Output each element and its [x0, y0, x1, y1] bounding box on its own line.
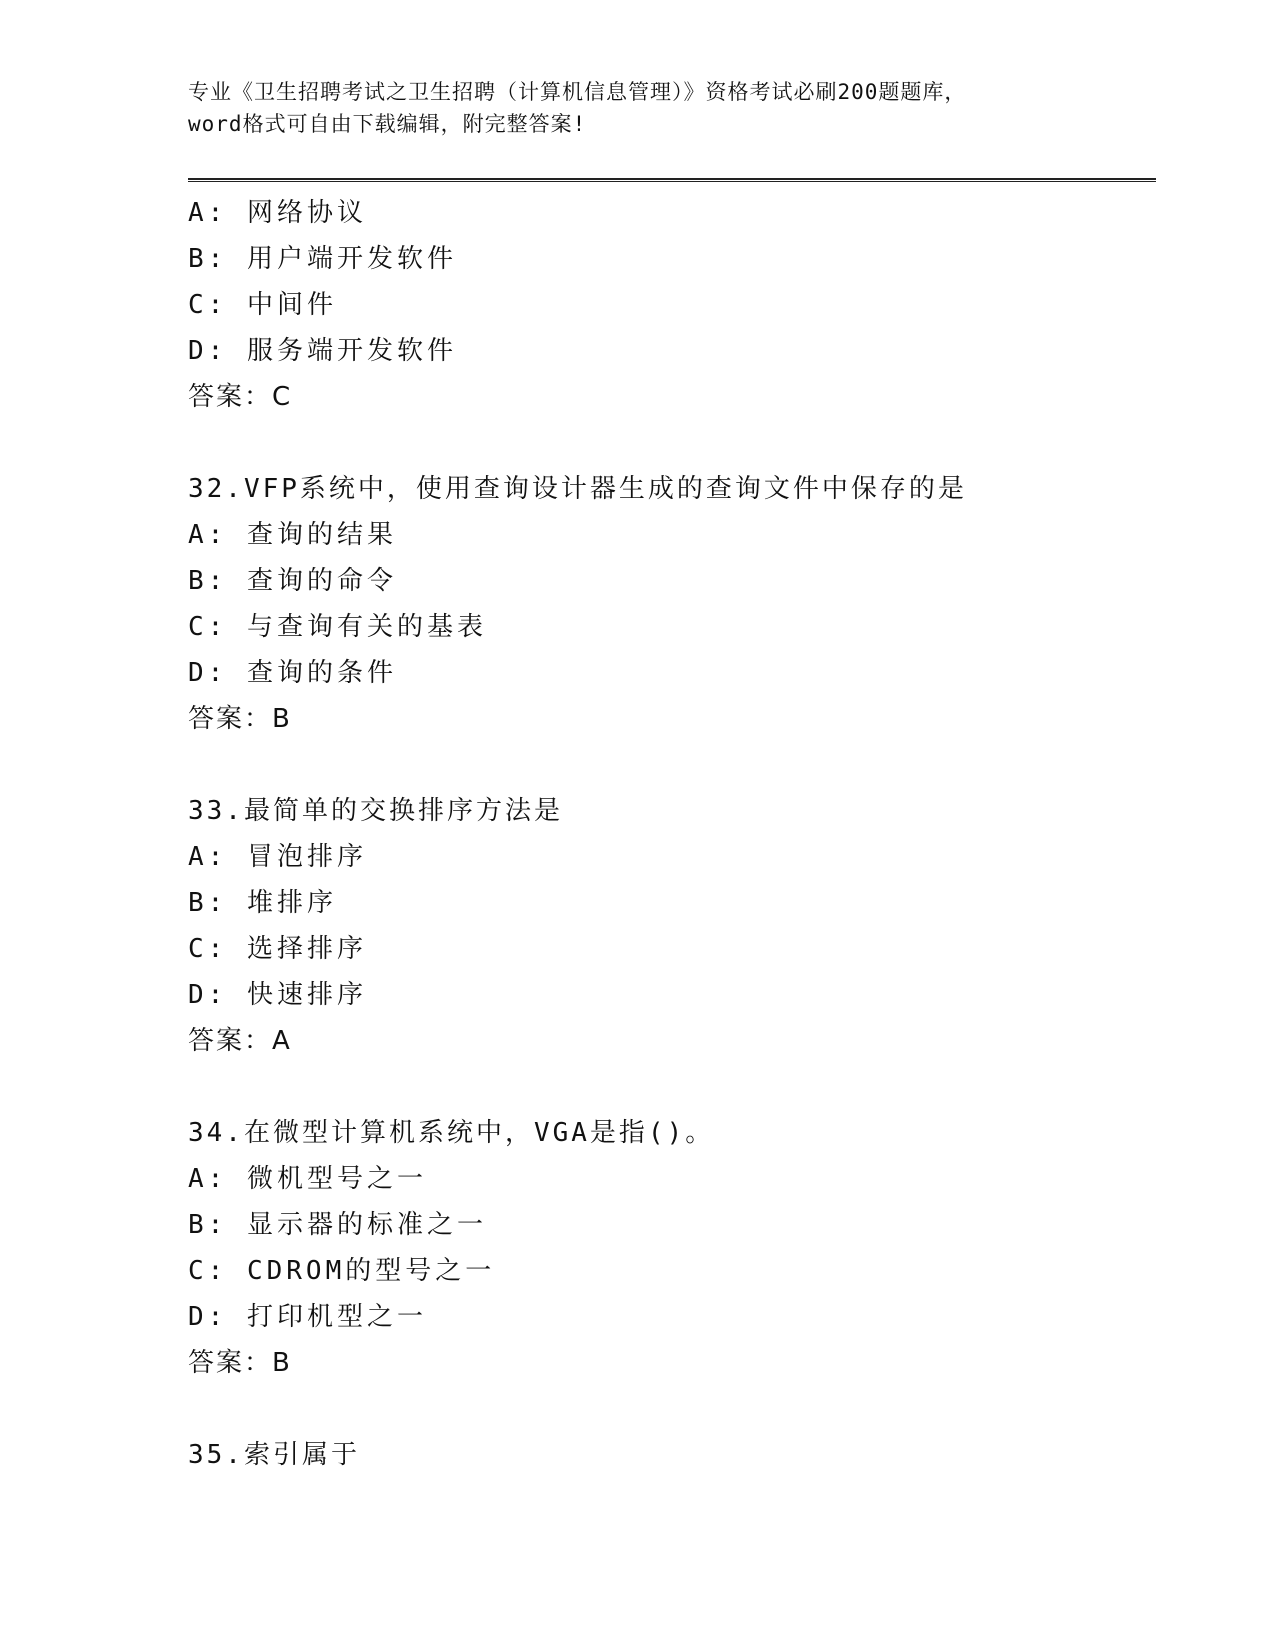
question-block-34: [188, 1110, 1156, 1386]
option-c: C: CDROM的型号之一: [188, 1256, 496, 1286]
question-text: 34.在微型计算机系统中，VGA是指()。: [188, 1118, 715, 1148]
option-c: C: 与查询有关的基表: [188, 612, 487, 642]
answer-line: 答案：A: [188, 1026, 292, 1056]
option-b: B: 堆排序: [188, 888, 337, 918]
question-block-33: [188, 788, 1156, 1064]
answer-line: 答案：B: [188, 704, 292, 734]
document-header: [188, 76, 1088, 140]
answer-line: 答案：C: [188, 382, 293, 412]
header-divider: [188, 178, 1156, 182]
spacer: [188, 1386, 1156, 1432]
option-b: B: 查询的命令: [188, 566, 397, 596]
spacer: [188, 1064, 1156, 1110]
answer-line: 答案：B: [188, 1348, 292, 1378]
question-block-35: [188, 1432, 1156, 1478]
option-a: A: 冒泡排序: [188, 842, 367, 872]
question-text: 35.索引属于: [188, 1440, 360, 1470]
header-line-2: word格式可自由下载编辑，附完整答案!: [188, 112, 587, 136]
option-d: D: 快速排序: [188, 980, 367, 1010]
question-list: [188, 190, 1156, 1478]
option-c: C: 选择排序: [188, 934, 367, 964]
option-a: A: 微机型号之一: [188, 1164, 427, 1194]
header-line-1: 专业《卫生招聘考试之卫生招聘（计算机信息管理）》资格考试必刷200题题库，: [188, 80, 967, 104]
question-block-partial: [188, 190, 1156, 420]
option-d: D: 查询的条件: [188, 658, 397, 688]
option-d: D: 打印机型之一: [188, 1302, 427, 1332]
option-c: C: 中间件: [188, 290, 337, 320]
option-b: B: 显示器的标准之一: [188, 1210, 487, 1240]
option-b: B: 用户端开发软件: [188, 244, 457, 274]
spacer: [188, 420, 1156, 466]
spacer: [188, 742, 1156, 788]
option-a: A: 网络协议: [188, 198, 367, 228]
question-text: 33.最简单的交换排序方法是: [188, 796, 563, 826]
question-block-32: [188, 466, 1156, 742]
option-d: D: 服务端开发软件: [188, 336, 457, 366]
question-text: 32.VFP系统中，使用查询设计器生成的查询文件中保存的是: [188, 474, 967, 504]
option-a: A: 查询的结果: [188, 520, 397, 550]
